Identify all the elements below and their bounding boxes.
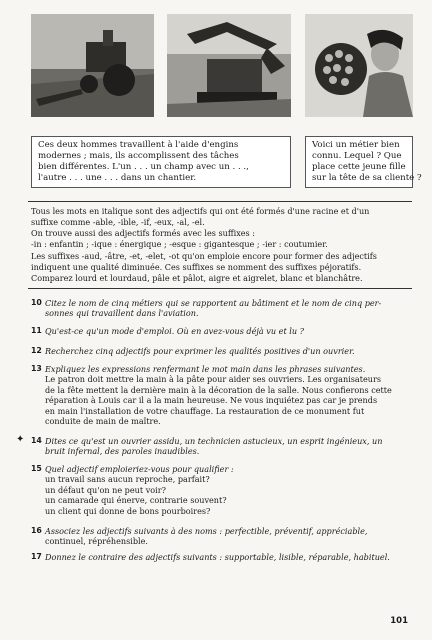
star-marker-icon: ✦ [16, 434, 25, 445]
caption-workers [31, 136, 291, 188]
exercise-line: Le patron doit mettre la main à la pâte pour aider ses ouvriers. Les organisateurs [45, 374, 382, 385]
exercise-line: réparation à Louis car il a la main heureuse. Ne vous inquiétez pas car je prends [45, 395, 378, 406]
top-divider [28, 201, 412, 202]
caption-line: l'autre . . . une . . . dans un chantier. [38, 173, 197, 183]
photo-tractor [31, 14, 154, 117]
exercise-line: un client qui donne de bons pourboires? [45, 505, 211, 516]
intro-line: indiquent une qualité diminuée. Ces suffixes se nomment des suffixes péjoratifs. [31, 262, 362, 272]
exercise-number: 16 [31, 526, 42, 535]
caption-line: Ces deux hommes travaillent à l'aide d'engins [38, 140, 239, 150]
exercise-number: 15 [31, 464, 42, 473]
exercise-line: un défaut qu'on ne peut voir? [45, 484, 166, 495]
exercise-line: Qu'est-ce qu'un mode d'emploi. Où en avez-vous déjà vu et lu ? [45, 326, 304, 336]
intro-line: Tous les mots en italique sont des adjectifs qui ont été formés d'une racine et d'un [31, 206, 370, 216]
exercise-number: 10 [31, 298, 42, 307]
exercise-number: 17 [31, 552, 42, 561]
exercise-line: bruit infernal, des paroles inaudibles. [45, 446, 200, 457]
exercise-number: 12 [31, 346, 42, 355]
exercise-line: Donnez le contraire des adjectifs suivants : supportable, lisible, réparable, habituel. [45, 552, 390, 562]
page-number: 101 [390, 616, 408, 626]
caption-line: bien différentes. L'un . . . un champ avec un . . ., [38, 162, 249, 172]
photo-excavator [167, 14, 291, 117]
caption-line: place cette jeune fille [312, 162, 406, 172]
exercise-line: sonnes qui travaillent dans l'aviation. [45, 308, 199, 319]
exercise-line: Citez le nom de cinq métiers qui se rapportent au bâtiment et le nom de cinq per- [45, 298, 382, 308]
exercise-line: un camarade qui énerve, contrarie souvent? [45, 495, 227, 506]
exercise-line: Associez les adjectifs suivants à des noms : perfectible, préventif, appréciable, [45, 526, 368, 536]
exercise-line: en main l'installation de votre chauffage. La restauration de ce monument fut [45, 405, 365, 416]
photo-hairdresser [305, 14, 413, 117]
exercise-line: conduite de main de maître. [45, 416, 161, 427]
exercise-number: 13 [31, 364, 42, 373]
section-divider [28, 288, 412, 289]
intro-line: Comparez lourd et lourdaud, pâle et pâlot, aigre et aigrelet, blanc et blanchâtre. [31, 273, 363, 283]
exercise-line: Expliquez les expressions renfermant le mot main dans les phrases suivantes. [45, 364, 366, 374]
exercise-line: Recherchez cinq adjectifs pour exprimer les qualités positives d'un ouvrier. [45, 346, 355, 356]
intro-line: suffixe comme -able, -ible, -if, -eux, -al, -el. [31, 217, 205, 227]
caption-line: connu. Lequel ? Que [312, 151, 402, 161]
exercise-line: Quel adjectif emploieriez-vous pour qualifier : [45, 464, 234, 474]
exercise-line: Dites ce qu'est un ouvrier assidu, un technicien astucieux, un esprit ingénieux, un [45, 436, 383, 446]
caption-line: sur la tête de sa cliente ? [312, 173, 422, 183]
exercise-line: de la fête mettent la dernière main à la décoration de la salle. Nous confierons cette [45, 384, 392, 395]
exercise-line: continuel, répréhensible. [45, 536, 148, 547]
exercise-number: 14 [31, 436, 42, 445]
caption-line: modernes ; mais, ils accomplissent des tâches [38, 151, 239, 161]
caption-line: Voici un métier bien [312, 140, 400, 150]
intro-line: On trouve aussi des adjectifs formés avec les suffixes : [31, 228, 256, 238]
intro-line: Les suffixes -aud, -âtre, -et, -elet, -ot qu'on emploie encore pour former des adjectifs [31, 251, 377, 261]
caption-hairdresser [305, 136, 422, 188]
exercise-number: 11 [31, 326, 42, 335]
exercise-line: un travail sans aucun reproche, parfait? [45, 474, 210, 485]
intro-line: -in : enfantin ; -ique : énergique ; -esque : gigantesque ; -ier : coutumier. [31, 239, 328, 249]
